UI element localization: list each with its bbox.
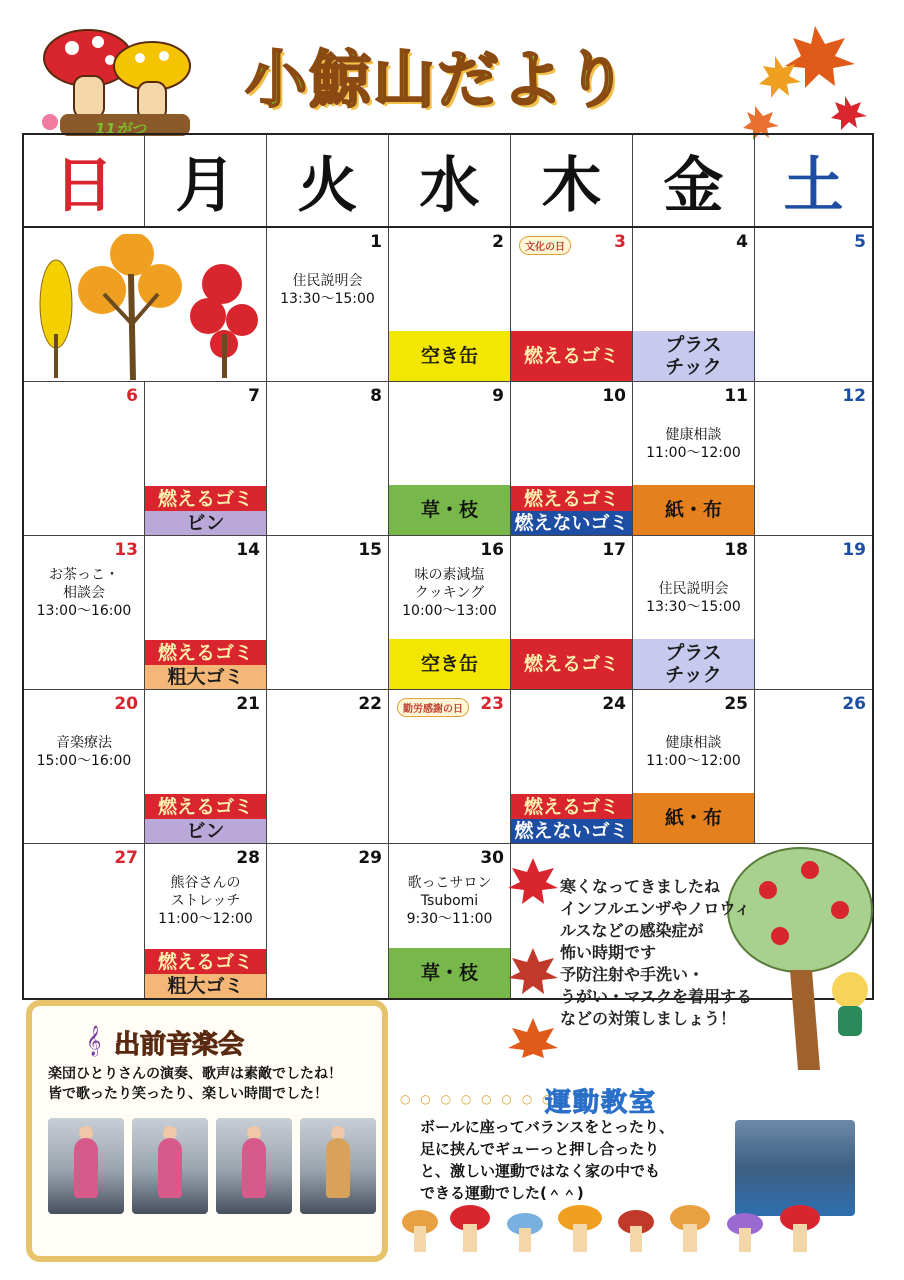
weekday-2: 火	[267, 135, 389, 226]
day-cell	[755, 536, 872, 689]
day-cell	[145, 228, 267, 381]
concert-title: 出前音楽会	[114, 1030, 245, 1060]
day-number: 11	[724, 386, 748, 406]
health-note: 寒くなってきましたね インフルエンザやノロウィ ルスなどの感染症が 怖い時期です 予防注射や手洗い・ うがい・マスクを着用する などの対策しましょう！	[560, 877, 753, 1028]
day-number: 1	[370, 232, 382, 252]
weekday-4: 木	[511, 135, 633, 226]
garbage-tag: 燃えるゴミ	[145, 794, 266, 819]
day-cell	[633, 228, 755, 381]
garbage-tag: 紙・布	[633, 793, 754, 843]
day-cell	[511, 228, 633, 381]
day-cell	[755, 690, 872, 843]
concert-photo	[48, 1118, 124, 1214]
garbage-tag: 燃えるゴミ	[145, 640, 266, 665]
garbage-tag: 燃えるゴミ	[511, 486, 632, 511]
holiday-sticker: 文化の日	[519, 236, 571, 255]
weekday-1: 月	[145, 135, 267, 226]
day-number: 12	[842, 386, 866, 406]
concert-photo	[300, 1118, 376, 1214]
concert-section	[26, 1000, 388, 1262]
garbage-tag: 草・枝	[389, 485, 510, 535]
garbage-tags	[145, 486, 266, 535]
day-cell	[24, 690, 145, 843]
event-text: 住民説明会 13:30～15:00	[646, 581, 741, 615]
leaf-icon	[508, 858, 558, 1058]
day-cell	[511, 536, 633, 689]
event-text: お茶っこ・ 相談会 13:00～16:00	[36, 567, 132, 619]
day-number: 29	[358, 848, 382, 868]
day-cell	[267, 844, 389, 998]
garbage-tags	[633, 639, 754, 689]
garbage-tag: 燃えるゴミ	[145, 486, 266, 511]
garbage-tags	[511, 794, 632, 843]
day-number: 15	[358, 540, 382, 560]
day-cell	[145, 844, 267, 998]
concert-photo	[132, 1118, 208, 1214]
garbage-tag: 空き缶	[389, 639, 510, 689]
day-number: 24	[602, 694, 626, 714]
garbage-tag: 粗大ゴミ	[145, 974, 266, 998]
garbage-tags	[633, 793, 754, 843]
garbage-tags	[511, 331, 632, 381]
weekday-3: 水	[389, 135, 511, 226]
event-text: 熊谷さんの ストレッチ 11:00～12:00	[158, 875, 253, 927]
garbage-tags	[633, 485, 754, 535]
garbage-tag: 燃えないゴミ	[511, 819, 632, 843]
day-cell	[267, 536, 389, 689]
garbage-tag: 燃えるゴミ	[511, 331, 632, 381]
day-cell	[267, 690, 389, 843]
day-cell	[511, 690, 633, 843]
day-number: 8	[370, 386, 382, 406]
garbage-tag: 燃えるゴミ	[145, 949, 266, 974]
day-cell	[633, 690, 755, 843]
garbage-tag: 粗大ゴミ	[145, 665, 266, 689]
concert-photo	[216, 1118, 292, 1214]
day-cell	[389, 690, 511, 843]
day-number: 28	[236, 848, 260, 868]
day-cell	[389, 844, 511, 998]
day-number: 5	[854, 232, 866, 252]
weekday-5: 金	[633, 135, 755, 226]
event-text: 健康相談 11:00～12:00	[646, 735, 741, 769]
garbage-tag: 燃えないゴミ	[511, 511, 632, 535]
concert-text: 楽団ひとりさんの演奏、歌声は素敵でしたね！ 皆で歌ったり笑ったり、楽しい時間でした！	[48, 1066, 342, 1102]
day-number: 6	[126, 386, 138, 406]
garbage-tags	[145, 794, 266, 843]
garbage-tags	[511, 486, 632, 535]
day-number: 2	[492, 232, 504, 252]
day-cell	[267, 382, 389, 535]
day-number: 23	[480, 694, 504, 714]
dot-border: ○ ○ ○ ○ ○ ○ ○ ○	[400, 1092, 556, 1106]
day-cell	[145, 382, 267, 535]
day-cell	[755, 382, 872, 535]
day-number: 20	[114, 694, 138, 714]
garbage-tag: ビン	[145, 511, 266, 535]
week-row	[24, 382, 872, 536]
event-text: 住民説明会 13:30～15:00	[280, 273, 375, 307]
day-number: 18	[724, 540, 748, 560]
day-number: 19	[842, 540, 866, 560]
exercise-title: 運動教室	[545, 1088, 658, 1118]
day-number: 25	[724, 694, 748, 714]
week-row	[24, 690, 872, 844]
day-cell	[24, 844, 145, 998]
weekday-6: 土	[783, 150, 844, 221]
day-number: 4	[736, 232, 748, 252]
day-number: 9	[492, 386, 504, 406]
weekday-header	[24, 135, 872, 228]
newsletter-title: 小鯨山だより	[245, 43, 630, 116]
day-cell	[145, 690, 267, 843]
week-row	[24, 228, 872, 382]
day-number: 27	[114, 848, 138, 868]
day-number: 3	[614, 232, 626, 252]
day-number: 10	[602, 386, 626, 406]
day-cell	[24, 228, 145, 381]
garbage-tags	[145, 949, 266, 998]
garbage-tags	[389, 948, 510, 998]
weekday-0: 日	[24, 135, 145, 226]
garbage-tag: 紙・布	[633, 485, 754, 535]
day-number: 26	[842, 694, 866, 714]
holiday-sticker: 勤労感謝の日	[397, 698, 469, 717]
day-number: 16	[480, 540, 504, 560]
day-cell	[389, 536, 511, 689]
day-number: 14	[236, 540, 260, 560]
month-badge: 11がつ	[95, 120, 146, 138]
event-text: 味の素減塩 クッキング 10:00～13:00	[402, 567, 497, 619]
garbage-tags	[145, 640, 266, 689]
music-note-icon: 𝄞	[86, 1026, 102, 1056]
day-number: 7	[248, 386, 260, 406]
day-cell	[633, 536, 755, 689]
day-cell	[633, 382, 755, 535]
garbage-tag: 草・枝	[389, 948, 510, 998]
day-number: 17	[602, 540, 626, 560]
mushroom-border-icon	[400, 1196, 860, 1256]
day-cell	[267, 228, 389, 381]
event-text: 歌っこサロン Tsubomi 9:30～11:00	[406, 875, 493, 927]
day-cell	[145, 536, 267, 689]
garbage-tags	[389, 485, 510, 535]
week-row	[24, 536, 872, 690]
event-text: 健康相談 11:00～12:00	[646, 427, 741, 461]
day-number: 30	[480, 848, 504, 868]
day-number: 22	[358, 694, 382, 714]
day-cell	[24, 382, 145, 535]
day-cell	[389, 382, 511, 535]
day-cell	[389, 228, 511, 381]
garbage-tags	[511, 639, 632, 689]
day-cell	[24, 536, 145, 689]
garbage-tag: プラス チック	[633, 331, 754, 381]
day-number: 13	[114, 540, 138, 560]
garbage-tag: ビン	[145, 819, 266, 843]
day-cell	[511, 382, 633, 535]
garbage-tag: 燃えるゴミ	[511, 639, 632, 689]
garbage-tags	[389, 331, 510, 381]
garbage-tag: 空き缶	[389, 331, 510, 381]
garbage-tags	[633, 331, 754, 381]
day-cell	[755, 228, 872, 381]
garbage-tag: 燃えるゴミ	[511, 794, 632, 819]
garbage-tags	[389, 639, 510, 689]
garbage-tag: プラス チック	[633, 639, 754, 689]
day-number: 21	[236, 694, 260, 714]
event-text: 音楽療法 15:00～16:00	[36, 735, 132, 769]
exercise-text: ボールに座ってバランスをとったり、 足に挟んでギューっと押し合ったり と、激しい運動ではなく家の中でも できる運動でした(＾＾)	[420, 1118, 674, 1202]
